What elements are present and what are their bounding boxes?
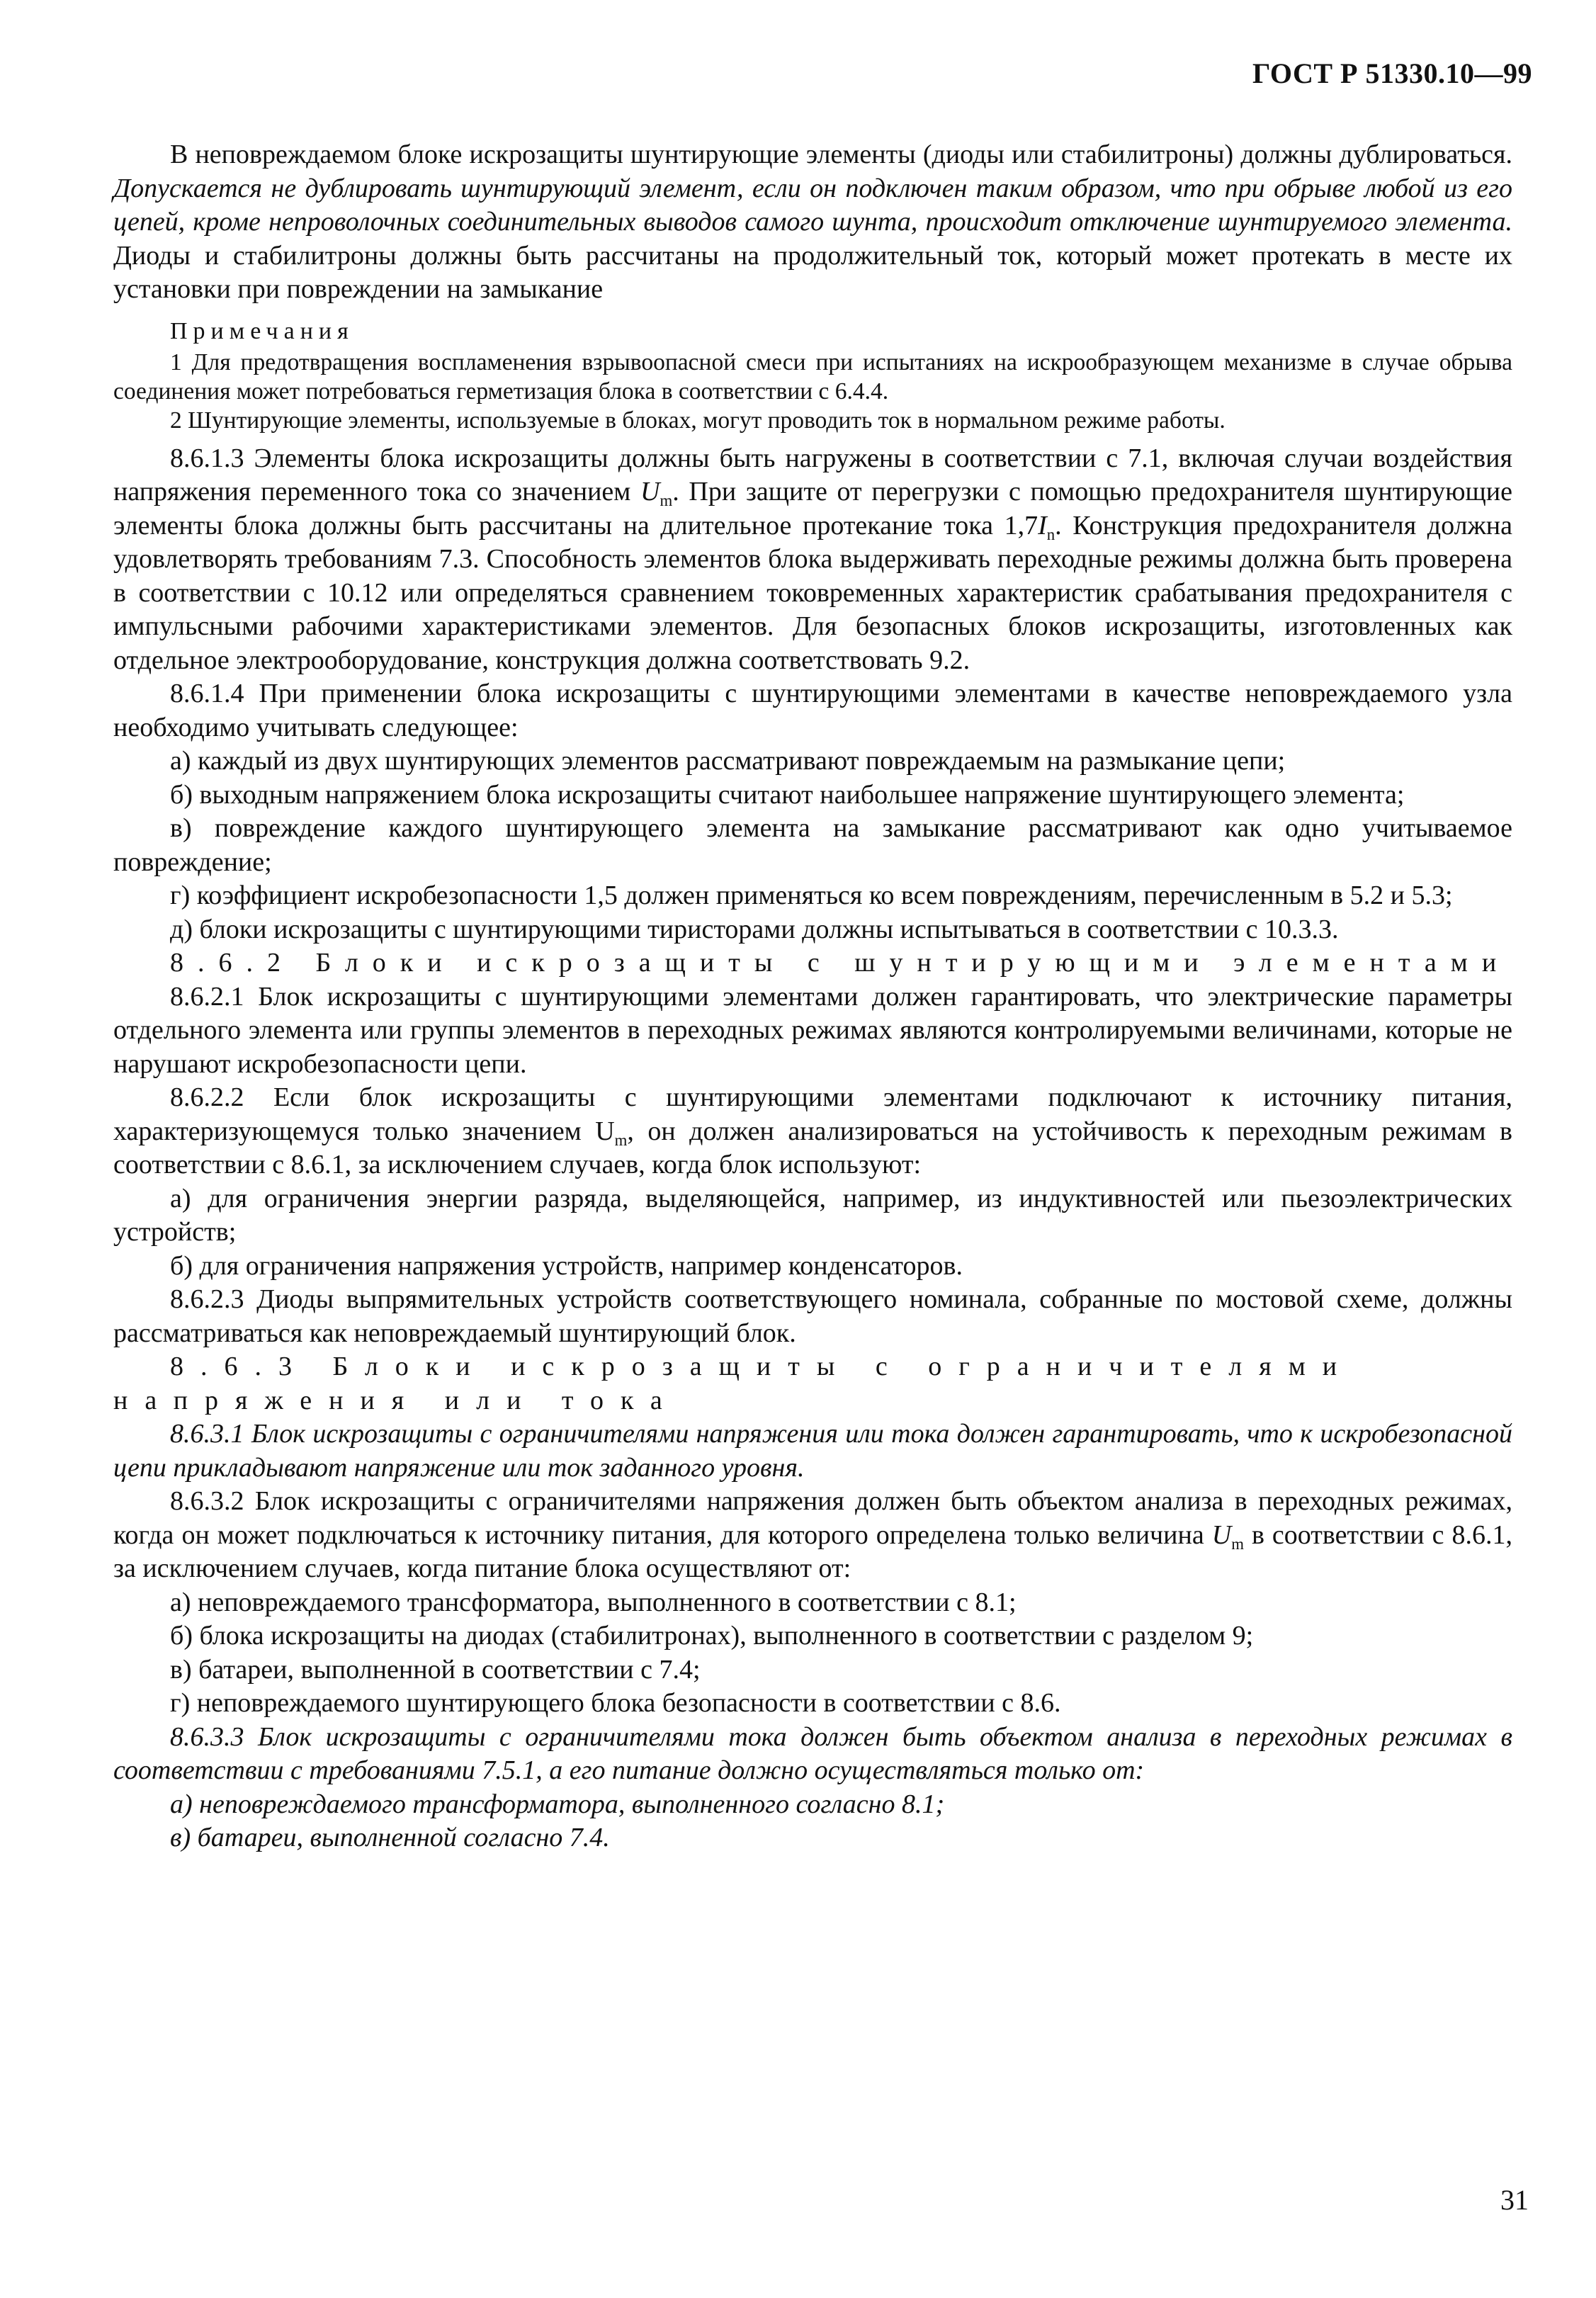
list-item: д) блоки искрозащиты с шунтирующими тиристорами должны испытываться в соответствии с 10.3.3. (170, 914, 1339, 944)
italic-text: Допускается не дублировать шунтирующий элемент, если он подключен таким образом, что при обрыве любой из его цепей, кроме непроволочных соединительных выводов самого шунта, происходит отключение шунтируемого элемента. (113, 173, 1512, 237)
paragraph-8-6-2-2 (113, 1081, 1512, 1182)
section-heading-8-6-3: 8.6.3 Блоки искрозащиты с ограничителями напряжения или тока (113, 1352, 1354, 1415)
list-item: г) неповреждаемого шунтирующего блока безопасности в соответствии с 8.6. (170, 1688, 1061, 1718)
text-span: В неповреждаемом блоке искрозащиты шунтирующие элементы (диоды или стабилитроны) должны дублироваться. (170, 140, 1512, 169)
paragraph-8-6-2-3: 8.6.2.3 Диоды выпрямительных устройств соответствующего номинала, собранные по мостовой схеме, должны рассматриваться как неповреждаемый шунтирующий блок. (113, 1284, 1512, 1348)
page-number: 31 (1500, 2184, 1529, 2216)
paragraph-8-6-3-1: 8.6.3.1 Блок искрозащиты с ограничителями напряжения или тока должен гарантировать, что к искробезопасной цепи прикладывают напряжение или ток заданного уровня. (113, 1419, 1512, 1483)
paragraph-8-6-3-2 (113, 1485, 1512, 1586)
symbol-i: I (1038, 510, 1047, 540)
notes-heading: Примечания (170, 317, 354, 344)
text-span: , он должен анализироваться на устойчивость к переходным режимам в соответствии с 8.6.1, за исключением случаев, когда блок используют: (113, 1116, 1513, 1179)
document-body (113, 138, 1512, 1855)
symbol-u: U (1211, 1519, 1232, 1550)
symbol-u: U (640, 477, 660, 506)
list-item: в) батареи, выполненной согласно 7.4. (170, 1823, 610, 1852)
list-item: б) выходным напряжением блока искрозащиты считают наибольшее напряжение шунтирующего элемента; (170, 779, 1405, 810)
text-span: 8.6.3.2 Блок искрозащиты с ограничителями напряжения должен быть объектом анализа в переходных режимах, когда он может подключаться к источнику питания, для которого определена только величина (113, 1486, 1512, 1550)
text-span: 8.6.2.2 Если блок искрозащиты с шунтирующими элементами подключают к источнику питания, характеризующемуся только значением U (113, 1082, 1512, 1146)
list-item: г) коэффициент искробезопасности 1,5 должен применяться ко всем повреждениям, перечисленным в 5.2 и 5.3; (170, 881, 1453, 910)
list-item: а) каждый из двух шунтирующих элементов рассматривают повреждаемым на размыкание цепи; (170, 746, 1286, 776)
note-1: 1 Для предотвращения воспламенения взрывоопасной смеси при испытаниях на искрообразующем механизме в случае обрыва соединения может потребоваться герметизация блока в соответствии с 6.4.4. (113, 349, 1512, 404)
paragraph-8-6-1-4: 8.6.1.4 При применении блока искрозащиты с шунтирующими элементами в качестве неповреждаемого узла необходимо учитывать следующее: (113, 679, 1512, 742)
text-span: . Конструкция предохранителя должна удовлетворять требованиям 7.3. Способность элементов блока выдерживать переходные режимы должна быть проверена в соответствии с 10.12 или определяться сравнением токовременных характеристик срабатывания предохранителя с импульсными рабочими характеристиками элементов. Для безопасных блоков искрозащиты, изготовленных как отдельное электрооборудование, конструкция должна соответствовать 9.2. (113, 510, 1512, 675)
list-item: в) батареи, выполненной в соответствии с 7.4; (170, 1654, 701, 1685)
document-header: ГОСТ Р 51330.10—99 (1252, 57, 1532, 89)
text-span: Диоды и стабилитроны должны быть рассчитаны на продолжительный ток, который может протекать в месте их установки при повреждении на замыкание (113, 240, 1512, 304)
paragraph-8-6-1-3 (113, 442, 1512, 678)
subscript: m (614, 1131, 628, 1149)
list-item: а) неповреждаемого трансформатора, выполненного согласно 8.1; (170, 1789, 945, 1819)
text-span: в соответствии с 8.6.1, за исключением случаев, когда питание блока осуществляют от: (113, 1519, 1513, 1583)
list-item: а) для ограничения энергии разряда, выделяющейся, например, из индуктивностей или пьезоэлектрических устройств; (113, 1183, 1512, 1247)
subscript: m (1231, 1534, 1244, 1553)
paragraph-8-6-3-3: 8.6.3.3 Блок искрозащиты с ограничителями тока должен быть объектом анализа в переходных режимах в соответствии с требованиями 7.5.1, а его питание должно осуществляться только от: (113, 1721, 1512, 1785)
subscript: n (1046, 525, 1055, 543)
list-item: б) блока искрозащиты на диодах (стабилитронах), выполненного в соответствии с разделом 9; (170, 1621, 1254, 1651)
paragraph-shunt-duplication (113, 138, 1512, 307)
subscript: m (660, 492, 673, 509)
text-span: . При защите от перегрузки с помощью предохранителя шунтирующие элементы блока должны быть рассчитаны на длительное протекание тока 1,7 (113, 477, 1513, 540)
section-heading-8-6-2: 8.6.2 Блоки искрозащиты с шунтирующими элементами (170, 948, 1511, 978)
note-2: 2 Шунтирующие элементы, используемые в блоках, могут проводить ток в нормальном режиме работы. (170, 407, 1226, 434)
paragraph-8-6-2-1: 8.6.2.1 Блок искрозащиты с шунтирующими элементами должен гарантировать, что электрические параметры отдельного элемента или группы элементов в переходных режимах являются контролируемыми величинами, которые не нарушают искробезопасности цепи. (113, 981, 1512, 1079)
list-item: а) неповреждаемого трансформатора, выполненного в соответствии с 8.1; (170, 1587, 1017, 1617)
list-item: в) повреждение каждого шунтирующего элемента на замыкание рассматривают как одно учитываемое повреждение; (113, 813, 1512, 877)
list-item: б) для ограничения напряжения устройств, например конденсаторов. (170, 1250, 963, 1281)
text-span: 8.6.1.3 Элементы блока искрозащиты должны быть нагружены в соответствии с 7.1, включая случаи воздействия напряжения переменного тока со значением (113, 443, 1512, 506)
